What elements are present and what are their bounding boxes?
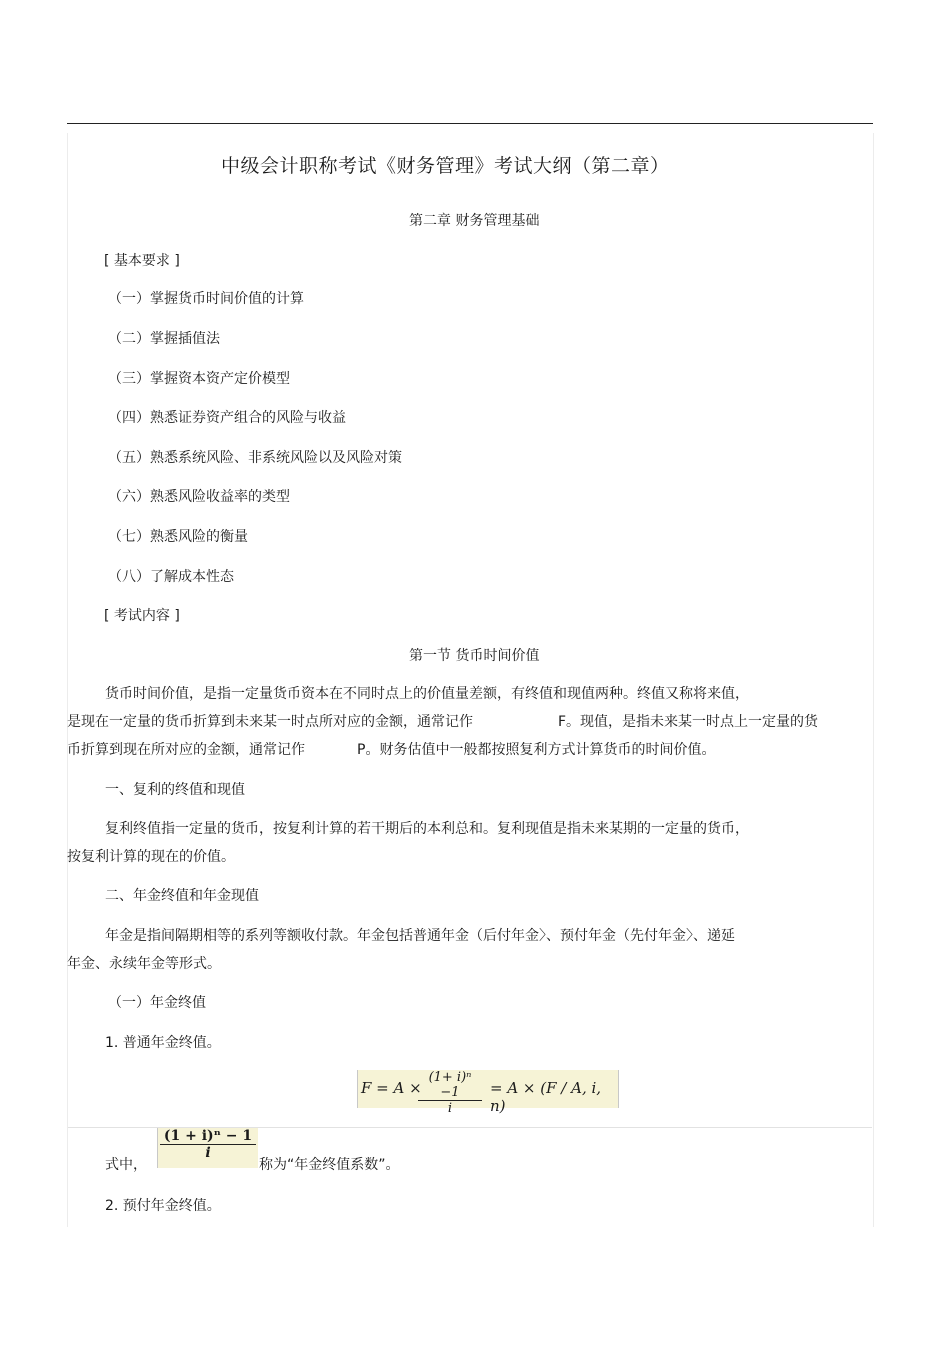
- formula-lhs: F = A ×: [361, 1079, 422, 1097]
- coefficient-numerator: (1 + i)ⁿ − 1: [160, 1128, 256, 1145]
- paragraph-line: 复利终值指一定量的货币，按复利计算的若干期后的本利总和。复利现值是指未来某期的一定量的货币，: [105, 821, 749, 837]
- paragraph-line: 年金、永续年金等形式。: [67, 956, 221, 972]
- paragraph-line: F。现值，是指未来某一时点上一定量的货: [558, 714, 819, 730]
- section-heading: 第一节 货币时间价值: [409, 648, 540, 664]
- paragraph-line: 是现在一定量的货币折算到未来某一时点所对应的金额，通常记作: [67, 714, 473, 730]
- requirement-item: （六）熟悉风险收益率的类型: [108, 489, 290, 505]
- coefficient-fraction: [160, 1128, 256, 1161]
- paragraph-line: 年金是指间隔期相等的系列等额收付款。年金包括普通年金（后付年金〉、预付年金（先付年金〉、递延: [105, 928, 735, 944]
- paragraph-line: 币折算到现在所对应的金额，通常记作: [67, 742, 305, 758]
- basic-requirements-label: [ 基本要求 ]: [104, 253, 180, 269]
- formula-denominator: i: [447, 1101, 453, 1116]
- top-rule: [67, 123, 873, 124]
- requirement-item: （一）掌握货币时间价值的计算: [108, 291, 304, 307]
- paragraph-line: P。财务估值中一般都按照复利方式计算货币的时间价值。: [357, 742, 716, 758]
- coefficient-denominator: i: [205, 1145, 211, 1161]
- annuity-coefficient-formula: [157, 1128, 258, 1168]
- list-item: 2. 预付年金终值。: [105, 1198, 221, 1214]
- paragraph-line: 货币时间价值，是指一定量货币资本在不同时点上的价值量差额，有终值和现值两种。终值又称将来值，: [105, 686, 749, 702]
- subheading: （一）年金终值: [108, 995, 206, 1011]
- list-item: 1. 普通年金终值。: [105, 1035, 221, 1051]
- annuity-future-value-formula: [357, 1070, 619, 1116]
- paragraph-line: 按复利计算的现在的价值。: [67, 849, 235, 865]
- formula-numerator: (1+ i)ⁿ −1: [418, 1070, 482, 1101]
- formula-rhs: = A × (F / A, i, n): [490, 1079, 602, 1115]
- requirement-item: （二）掌握插值法: [108, 331, 220, 347]
- formula-fraction: [418, 1070, 482, 1116]
- subheading: 二、年金终值和年金现值: [105, 888, 259, 904]
- requirement-item: （八）了解成本性态: [108, 569, 234, 585]
- exam-content-label: [ 考试内容 ]: [104, 608, 180, 624]
- requirement-item: （七）熟悉风险的衡量: [108, 529, 248, 545]
- requirement-item: （三）掌握资本资产定价模型: [108, 371, 290, 387]
- requirement-item: （四）熟悉证券资产组合的风险与收益: [108, 410, 346, 426]
- subheading: 一、复利的终值和现值: [105, 782, 245, 798]
- document-title: 中级会计职称考试《财务管理》考试大纲（第二章）: [221, 155, 670, 177]
- requirement-item: （五）熟悉系统风险、非系统风险以及风险对策: [108, 450, 402, 466]
- chapter-heading: 第二章 财务管理基础: [409, 213, 540, 229]
- coefficient-suffix: 称为“年金终值系数”。: [259, 1157, 400, 1173]
- coefficient-prefix: 式中，: [105, 1157, 147, 1173]
